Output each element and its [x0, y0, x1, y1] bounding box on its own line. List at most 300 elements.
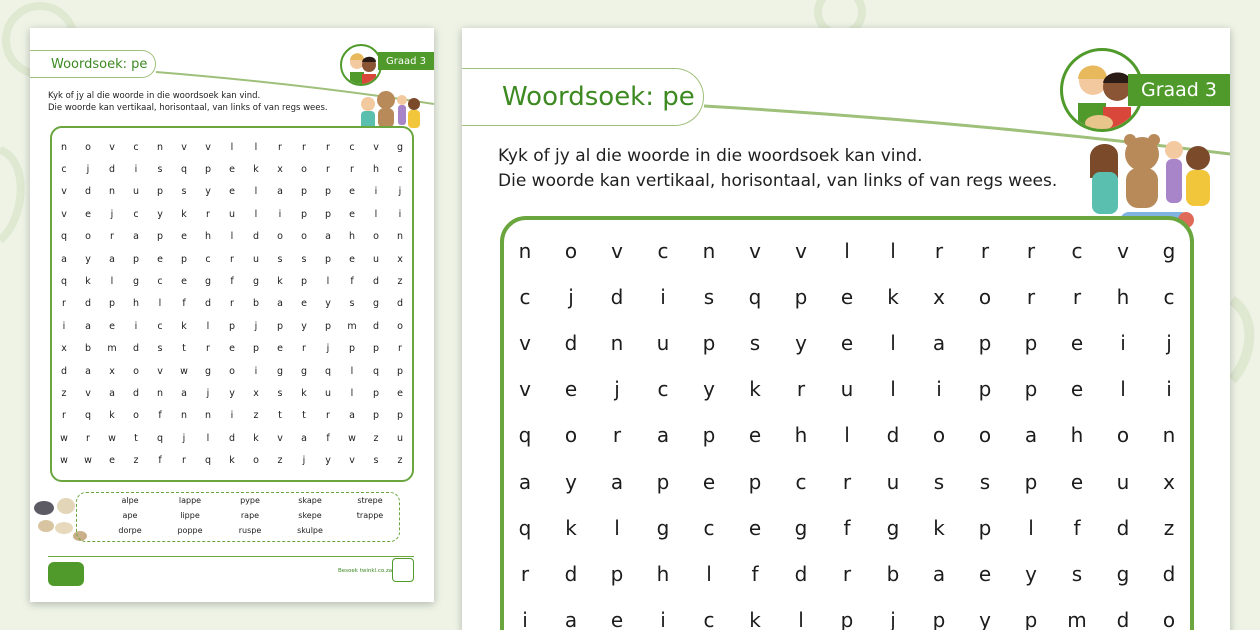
grid-letter: o: [564, 239, 578, 264]
grid-letter: a: [656, 423, 670, 448]
word-list-item: poppe: [177, 526, 203, 535]
grid-letter: p: [1024, 469, 1038, 494]
grid-letter: n: [156, 141, 164, 153]
grid-letter: e: [277, 343, 283, 355]
grid-letter: q: [518, 515, 532, 540]
footer-badge-icon: [392, 558, 414, 582]
grid-letter: j: [890, 607, 896, 630]
grid-letter: h: [656, 561, 670, 586]
grid-letter: k: [253, 432, 259, 444]
grid-letter: f: [158, 455, 162, 467]
grid-letter: g: [396, 141, 404, 153]
grid-letter: j: [398, 186, 402, 198]
grid-letter: b: [886, 561, 900, 586]
grid-letter: y: [1025, 561, 1037, 586]
grid-letter: p: [300, 208, 308, 220]
grid-letter: n: [60, 141, 68, 153]
grid-letter: j: [568, 285, 574, 310]
grid-letter: u: [324, 388, 332, 400]
grid-letter: a: [109, 388, 115, 400]
grid-letter: k: [181, 208, 187, 220]
grid-letter: h: [1070, 423, 1084, 448]
grid-letter: u: [886, 469, 900, 494]
grid-letter: d: [886, 423, 900, 448]
grid-letter: l: [350, 365, 354, 377]
grid-letter: r: [62, 298, 66, 310]
grid-letter: g: [252, 276, 260, 288]
grid-letter: p: [276, 320, 284, 332]
grid-letter: a: [564, 607, 578, 630]
grid-letter: c: [157, 276, 163, 288]
grid-letter: s: [979, 469, 991, 494]
grid-letter: o: [229, 365, 235, 377]
grid-letter: g: [794, 515, 808, 540]
grid-letter: f: [326, 432, 330, 444]
grid-letter: z: [61, 388, 67, 400]
grid-letter: d: [1162, 561, 1176, 586]
grid-letter: e: [748, 515, 762, 540]
grid-letter: q: [60, 276, 68, 288]
grid-letter: c: [133, 141, 139, 153]
grid-letter: s: [749, 331, 761, 356]
grid-letter: r: [326, 141, 330, 153]
word-list-item: ape: [122, 511, 138, 520]
grid-letter: e: [564, 377, 578, 402]
grid-letter: k: [85, 276, 91, 288]
grid-letter: n: [518, 239, 532, 264]
grid-letter: r: [110, 231, 114, 243]
grid-letter: k: [933, 515, 945, 540]
grid-letter: a: [109, 253, 115, 265]
grid-letter: p: [932, 607, 946, 630]
grid-letter: p: [748, 469, 762, 494]
grid-letter: f: [843, 515, 851, 540]
grid-letter: l: [890, 331, 896, 356]
instruction-line-2: Die woorde kan vertikaal, horisontaal, van links of van regs wees.: [498, 170, 1058, 191]
grid-letter: y: [325, 455, 331, 467]
grid-letter: e: [840, 285, 854, 310]
instruction-line-1: Kyk of jy al die woorde in die woordsoek kan vind.: [498, 146, 923, 166]
grid-letter: c: [703, 515, 715, 540]
grid-letter: p: [978, 331, 992, 356]
grid-letter: o: [978, 423, 992, 448]
grid-letter: i: [62, 320, 66, 332]
grid-letter: v: [349, 455, 355, 467]
grid-letter: q: [60, 231, 68, 243]
grid-letter: a: [932, 331, 946, 356]
grid-letter: r: [302, 141, 306, 153]
grid-letter: d: [1116, 515, 1130, 540]
grid-letter: o: [301, 164, 307, 176]
grid-letter: o: [301, 231, 307, 243]
grid-letter: r: [1072, 285, 1082, 310]
grid-letter: e: [978, 561, 992, 586]
grid-letter: g: [204, 276, 212, 288]
grid-letter: k: [565, 515, 577, 540]
grid-letter: a: [518, 469, 532, 494]
grid-letter: a: [277, 298, 283, 310]
grid-letter: e: [181, 231, 187, 243]
word-list-item: rape: [240, 511, 260, 520]
grid-letter: v: [157, 365, 163, 377]
grid-letter: y: [301, 320, 307, 332]
grid-letter: k: [277, 276, 283, 288]
grid-letter: s: [1071, 561, 1083, 586]
grid-letter: i: [1166, 377, 1172, 402]
grid-letter: l: [158, 298, 162, 310]
grid-letter: o: [133, 365, 139, 377]
grid-letter: y: [229, 388, 235, 400]
footer-website[interactable]: Besoek twinkl.co.za: [338, 568, 393, 574]
grid-letter: e: [397, 388, 403, 400]
grid-letter: e: [109, 320, 115, 332]
grid-letter: l: [254, 208, 258, 220]
grid-letter: d: [372, 276, 380, 288]
grid-letter: e: [349, 186, 355, 198]
grid-letter: d: [84, 186, 92, 198]
grid-letter: i: [134, 320, 138, 332]
grid-letter: j: [254, 320, 258, 332]
grid-letter: y: [979, 607, 991, 630]
grid-letter: f: [182, 298, 186, 310]
grid-letter: e: [229, 186, 235, 198]
grid-letter: v: [795, 239, 807, 264]
grid-letter: y: [205, 186, 211, 198]
grid-letter: e: [301, 298, 307, 310]
grid-letter: p: [108, 298, 116, 310]
grid-letter: w: [108, 432, 116, 444]
grid-letter: o: [1116, 423, 1130, 448]
grid-letter: y: [703, 377, 715, 402]
grid-letter: n: [1162, 423, 1176, 448]
grid-letter: x: [397, 253, 403, 265]
grid-letter: x: [933, 285, 945, 310]
instructions: [48, 90, 368, 115]
grid-letter: p: [252, 343, 260, 355]
grid-letter: a: [349, 410, 355, 422]
grid-letter: n: [702, 239, 716, 264]
grid-letter: e: [840, 331, 854, 356]
grid-letter: p: [324, 320, 332, 332]
grid-letter: c: [397, 164, 403, 176]
grid-letter: y: [565, 469, 577, 494]
grid-letter: o: [564, 423, 578, 448]
grid-letter: k: [887, 285, 899, 310]
grid-letter: u: [252, 253, 260, 265]
grid-letter: a: [85, 365, 91, 377]
grid-letter: s: [933, 469, 945, 494]
grid-letter: r: [278, 141, 282, 153]
worksheet-title: Woordsoek: pe: [30, 50, 156, 78]
grid-letter: r: [326, 410, 330, 422]
grid-letter: o: [277, 231, 283, 243]
grid-letter: p: [156, 186, 164, 198]
grid-letter: s: [703, 285, 715, 310]
grid-letter: o: [932, 423, 946, 448]
grid-letter: g: [372, 298, 380, 310]
word-list-item: [340, 526, 400, 541]
grid-letter: h: [372, 164, 380, 176]
word-list-item: alpe: [121, 496, 139, 505]
grid-letter: u: [656, 331, 670, 356]
grid-letter: i: [278, 208, 282, 220]
grid-letter: e: [1070, 331, 1084, 356]
grid-letter: e: [157, 253, 163, 265]
grid-letter: a: [301, 432, 307, 444]
grid-letter: c: [795, 469, 807, 494]
grid-letter: v: [85, 388, 91, 400]
grid-letter: a: [932, 561, 946, 586]
grid-letter: r: [1026, 239, 1036, 264]
grid-letter: l: [706, 561, 712, 586]
grid-letter: x: [61, 343, 67, 355]
grid-letter: i: [134, 164, 138, 176]
grid-letter: h: [1116, 285, 1130, 310]
twinkl-phonics-logo: [48, 562, 84, 586]
grid-letter: v: [611, 239, 623, 264]
grid-letter: w: [60, 432, 68, 444]
instructions: [498, 144, 1118, 193]
grid-letter: n: [610, 331, 624, 356]
grid-letter: c: [61, 164, 67, 176]
grid-letter: r: [612, 423, 622, 448]
grid-letter: j: [110, 208, 114, 220]
grid-letter: g: [300, 365, 308, 377]
instruction-line-2: Die woorde kan vertikaal, horisontaal, van links of van regs wees.: [48, 103, 328, 114]
grid-letter: s: [157, 343, 163, 355]
grid-letter: c: [1163, 285, 1175, 310]
grid-letter: r: [230, 298, 234, 310]
grid-letter: e: [109, 455, 115, 467]
grid-letter: v: [61, 208, 67, 220]
grid-letter: p: [396, 365, 404, 377]
grid-letter: l: [614, 515, 620, 540]
grid-letter: z: [397, 455, 403, 467]
grid-letter: p: [204, 164, 212, 176]
grid-letter: v: [519, 377, 531, 402]
grid-letter: d: [610, 285, 624, 310]
grid-letter: o: [397, 320, 403, 332]
grid-letter: z: [397, 276, 403, 288]
grid-letter: q: [204, 455, 212, 467]
grid-letter: p: [656, 469, 670, 494]
grid-letter: o: [1162, 607, 1176, 630]
grid-letter: j: [206, 388, 210, 400]
grid-letter: x: [253, 388, 259, 400]
grid-letter: e: [229, 343, 235, 355]
grid-letter: a: [610, 469, 624, 494]
grid-letter: k: [109, 410, 115, 422]
grid-letter: z: [133, 455, 139, 467]
grid-letter: p: [132, 253, 140, 265]
grid-letter: w: [60, 455, 68, 467]
grid-letter: r: [350, 164, 354, 176]
grid-letter: l: [350, 388, 354, 400]
grid-letter: j: [614, 377, 620, 402]
grid-letter: p: [610, 561, 624, 586]
grid-letter: l: [230, 231, 234, 243]
grid-letter: l: [206, 432, 210, 444]
grid-letter: u: [228, 208, 236, 220]
grid-letter: v: [519, 331, 531, 356]
grid-letter: h: [132, 298, 140, 310]
grid-letter: e: [610, 607, 624, 630]
grid-letter: z: [253, 410, 259, 422]
grid-letter: j: [86, 164, 90, 176]
grid-letter: g: [656, 515, 670, 540]
grid-letter: o: [978, 285, 992, 310]
grid-letter: j: [302, 455, 306, 467]
grid-letter: f: [350, 276, 354, 288]
grid-letter: i: [254, 365, 258, 377]
grid-letter: d: [228, 432, 236, 444]
grid-letter: a: [85, 320, 91, 332]
grid-letter: r: [842, 469, 852, 494]
grid-letter: c: [657, 377, 669, 402]
grid-letter: a: [133, 231, 139, 243]
grid-letter: d: [252, 231, 260, 243]
grid-letter: p: [1024, 331, 1038, 356]
grid-letter: n: [396, 231, 404, 243]
grid-letter: i: [1120, 331, 1126, 356]
grid-letter: y: [795, 331, 807, 356]
grid-letter: o: [85, 141, 91, 153]
grid-letter: y: [325, 298, 331, 310]
grid-letter: g: [1162, 239, 1176, 264]
grid-letter: b: [252, 298, 260, 310]
grid-letter: v: [109, 141, 115, 153]
grid-letter: w: [84, 455, 92, 467]
grid-letter: u: [1116, 469, 1130, 494]
grid-letter: d: [204, 298, 212, 310]
worksheet-thumbnail[interactable]: [30, 28, 434, 602]
grid-letter: i: [374, 186, 378, 198]
word-list-item: trappe: [356, 511, 384, 520]
grid-letter: d: [396, 298, 404, 310]
grid-letter: x: [1163, 469, 1175, 494]
grid-letter: k: [301, 388, 307, 400]
grid-letter: b: [84, 343, 92, 355]
grid-letter: d: [84, 298, 92, 310]
grid-letter: p: [978, 377, 992, 402]
grid-letter: h: [794, 423, 808, 448]
grid-letter: z: [277, 455, 283, 467]
grid-letter: l: [890, 377, 896, 402]
grid-letter: p: [702, 331, 716, 356]
grid-letter: c: [205, 253, 211, 265]
grid-letter: s: [349, 298, 355, 310]
grid-letter: y: [157, 208, 163, 220]
grid-letter: g: [886, 515, 900, 540]
grid-letter: z: [373, 432, 379, 444]
grid-letter: i: [660, 607, 666, 630]
grid-letter: o: [85, 231, 91, 243]
grid-letter: e: [1070, 469, 1084, 494]
grid-letter: r: [182, 455, 186, 467]
grid-letter: p: [978, 515, 992, 540]
grid-letter: l: [798, 607, 804, 630]
grid-letter: r: [302, 343, 306, 355]
grid-letter: r: [1026, 285, 1036, 310]
grid-letter: p: [324, 253, 332, 265]
word-list-item: strepe: [357, 496, 383, 505]
grid-letter: u: [840, 377, 854, 402]
grid-letter: l: [206, 320, 210, 332]
grid-letter: p: [180, 253, 188, 265]
grid-letter: i: [660, 285, 666, 310]
grid-letter: e: [181, 276, 187, 288]
grid-letter: r: [842, 561, 852, 586]
grid-letter: a: [181, 388, 187, 400]
grid-letter: d: [564, 331, 578, 356]
grid-letter: r: [206, 208, 210, 220]
grid-letter: k: [229, 455, 235, 467]
grid-letter: r: [206, 343, 210, 355]
grid-letter: d: [108, 164, 116, 176]
grid-letter: s: [277, 388, 283, 400]
grid-letter: q: [156, 432, 164, 444]
grid-letter: g: [1116, 561, 1130, 586]
grid-letter: h: [204, 231, 212, 243]
grid-letter: c: [657, 239, 669, 264]
grid-letter: e: [1070, 377, 1084, 402]
grid-letter: p: [372, 388, 380, 400]
grid-letter: v: [205, 141, 211, 153]
word-search-grid: [502, 228, 1192, 630]
word-list-item: skepe: [298, 511, 322, 520]
grade-label: Graad 3: [1128, 74, 1230, 106]
grid-letter: u: [132, 186, 140, 198]
worksheet-title: Woordsoek: pe: [462, 68, 704, 126]
grid-letter: v: [277, 432, 283, 444]
grade-label: Graad 3: [378, 52, 434, 70]
grid-letter: r: [934, 239, 944, 264]
grid-letter: p: [348, 343, 356, 355]
grid-letter: r: [230, 253, 234, 265]
grid-letter: r: [796, 377, 806, 402]
grid-letter: p: [1024, 607, 1038, 630]
grid-letter: l: [326, 276, 330, 288]
grid-letter: p: [840, 607, 854, 630]
grid-letter: s: [157, 164, 163, 176]
grid-letter: g: [204, 365, 212, 377]
grid-letter: m: [1067, 607, 1087, 630]
grid-letter: f: [1073, 515, 1081, 540]
grid-letter: d: [1116, 607, 1130, 630]
grid-letter: r: [520, 561, 530, 586]
grid-letter: o: [133, 410, 139, 422]
grid-letter: p: [702, 423, 716, 448]
grid-letter: q: [324, 365, 332, 377]
grid-letter: g: [132, 276, 140, 288]
grid-letter: e: [748, 423, 762, 448]
word-list-item: pype: [240, 496, 260, 505]
grid-letter: j: [326, 343, 330, 355]
word-list-item: skape: [298, 496, 322, 505]
grid-letter: f: [230, 276, 234, 288]
grid-letter: i: [522, 607, 528, 630]
grid-letter: p: [1024, 377, 1038, 402]
grid-letter: u: [372, 253, 380, 265]
grid-letter: p: [228, 320, 236, 332]
grid-letter: a: [1024, 423, 1038, 448]
grid-letter: v: [373, 141, 379, 153]
grid-letter: r: [86, 432, 90, 444]
grid-letter: p: [300, 276, 308, 288]
worksheet-zoom[interactable]: [462, 28, 1230, 630]
grid-letter: a: [61, 253, 67, 265]
grid-letter: o: [253, 455, 259, 467]
